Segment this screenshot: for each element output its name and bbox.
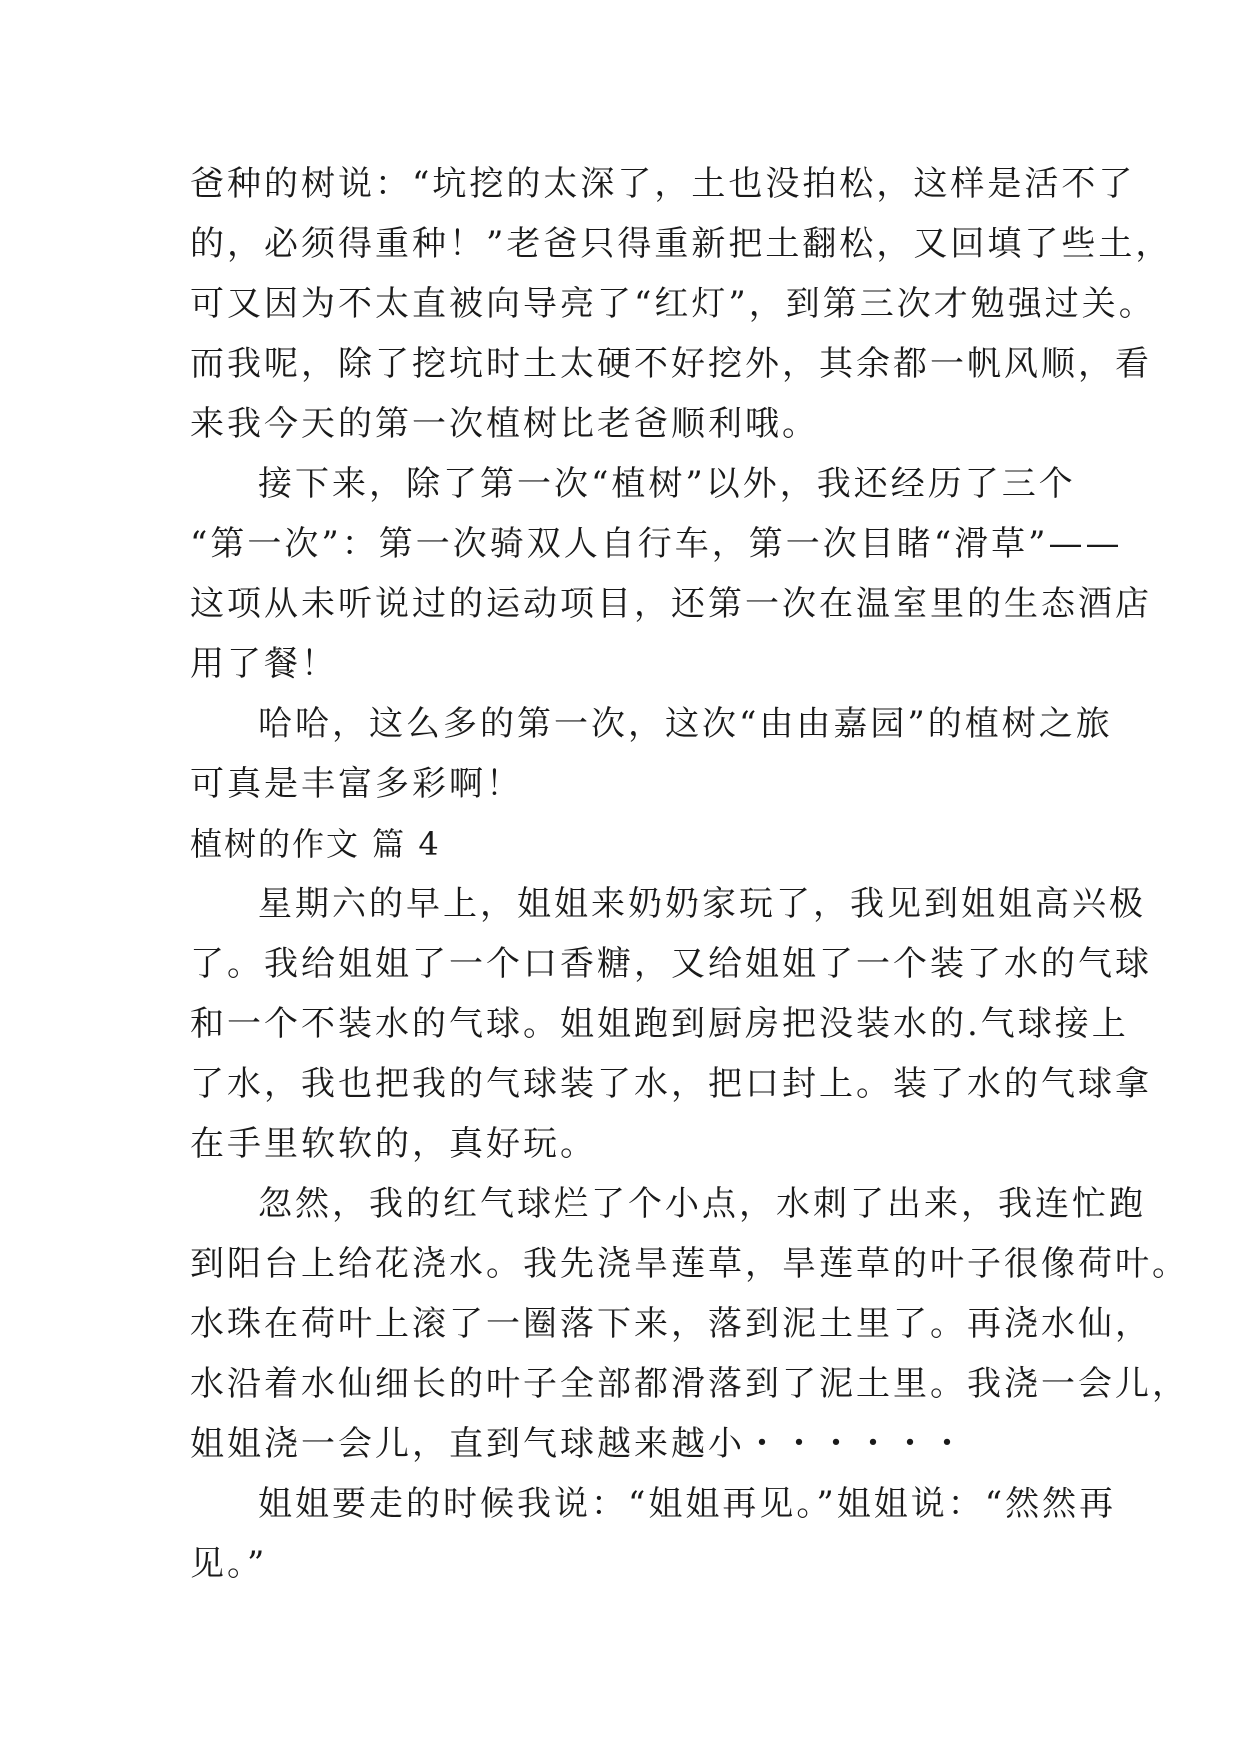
text-line: 可真是丰富多彩啊！ [190, 764, 523, 804]
text-line: 可又因为不太直被向导亮了“红灯”，到第三次才勉强过关。 [190, 284, 1156, 324]
document-page [190, 154, 1189, 1594]
paragraph-start-line: 姐姐要走的时候我说：“姐姐再见。”姐姐说：“然然再 [258, 1484, 1117, 1524]
text-line: 的，必须得重种！”老爸只得重新把土翻松，又回填了些土， [190, 224, 1173, 264]
text-line: “第一次”：第一次骑双人自行车，第一次目睹“滑草”—— [190, 524, 1123, 564]
text-line: 用了餐！ [190, 644, 338, 684]
text-line: 水沿着水仙细长的叶子全部都滑落到了泥土里。我浇一会儿， [190, 1364, 1189, 1404]
text-line: 爸种的树说：“坑挖的太深了，土也没拍松，这样是活不了 [190, 164, 1136, 204]
text-line: 到阳台上给花浇水。我先浇旱莲草，旱莲草的叶子很像荷叶。 [190, 1244, 1189, 1284]
text-line: 见。” [190, 1544, 268, 1584]
paragraph-start-line: 忽然，我的红气球烂了个小点，水刺了出来，我连忙跑 [258, 1184, 1146, 1224]
text-line: 姐姐浇一会儿，直到气球越来越小・・・・・・ [190, 1424, 967, 1464]
text-line: 来我今天的第一次植树比老爸顺利哦。 [190, 404, 819, 444]
paragraph-start-line: 接下来，除了第一次“植树”以外，我还经历了三个 [258, 464, 1076, 504]
text-line: 在手里软软的，真好玩。 [190, 1124, 597, 1164]
paragraph-start-line: 哈哈，这么多的第一次，这次“由由嘉园”的植树之旅 [258, 704, 1113, 744]
text-line: 和一个不装水的气球。姐姐跑到厨房把没装水的.气球接上 [190, 1004, 1129, 1044]
paragraph-start-line: 星期六的早上，姐姐来奶奶家玩了，我见到姐姐高兴极 [258, 884, 1146, 924]
text-line: 而我呢，除了挖坑时土太硬不好挖外，其余都一帆风顺，看 [190, 344, 1152, 384]
text-line: 这项从未听说过的运动项目，还第一次在温室里的生态酒店 [190, 584, 1152, 624]
text-line: 了水，我也把我的气球装了水，把口封上。装了水的气球拿 [190, 1064, 1152, 1104]
text-line: 了。我给姐姐了一个口香糖，又给姐姐了一个装了水的气球 [190, 944, 1152, 984]
section-heading: 植树的作文 篇 4 [190, 825, 441, 863]
text-line: 水珠在荷叶上滚了一圈落下来，落到泥土里了。再浇水仙， [190, 1304, 1152, 1344]
